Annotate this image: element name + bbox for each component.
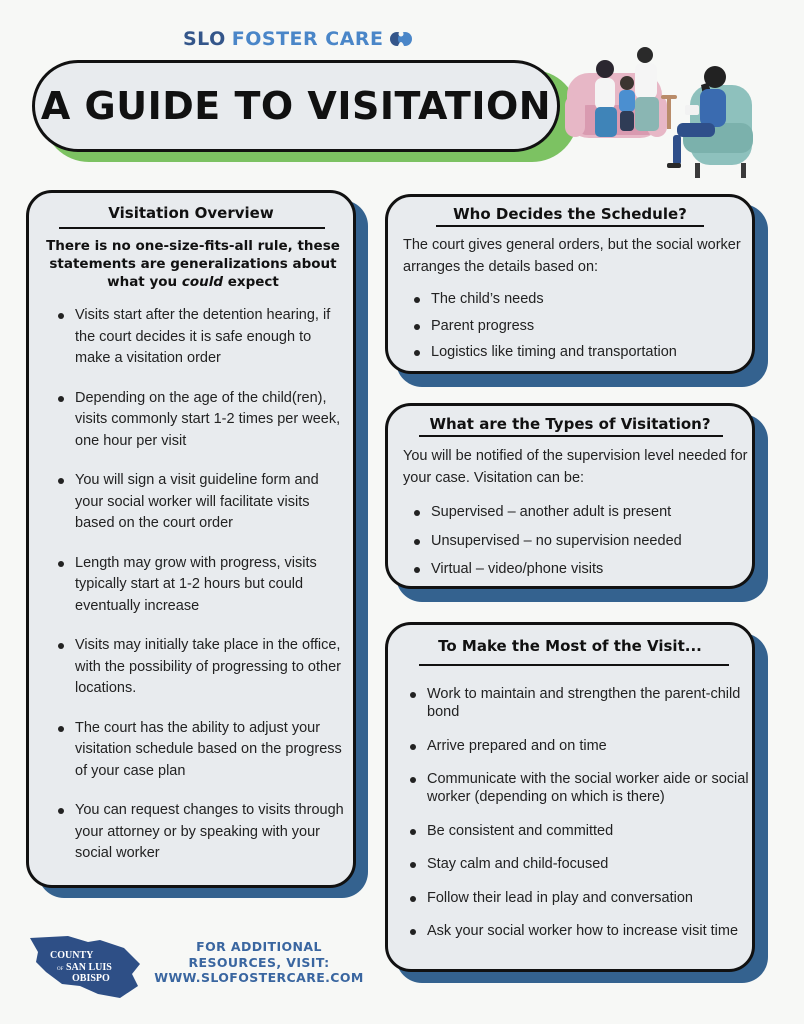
- list-item: Supervised – another adult is present: [411, 502, 741, 524]
- types-heading: What are the Types of Visitation?: [429, 415, 711, 433]
- overview-list: [55, 305, 345, 883]
- page-title: A GUIDE TO VISITATION: [40, 84, 552, 128]
- list-item: Parent progress: [411, 316, 741, 338]
- list-item: Unsupervised – no supervision needed: [411, 531, 741, 553]
- list-item: Virtual – video/phone visits: [411, 559, 741, 581]
- list-item: Logistics like timing and transportation: [411, 342, 741, 364]
- logo-san-luis: SAN LUIS: [66, 962, 112, 973]
- list-item: Follow their lead in play and conversation: [407, 889, 752, 907]
- footer-website-link[interactable]: WWW.SLOFOSTERCARE.COM: [154, 970, 364, 985]
- schedule-divider: [436, 225, 704, 227]
- list-item: The court has the ability to adjust your visitation schedule based on the progress of your case plan: [55, 718, 345, 783]
- title-banner: [32, 60, 560, 152]
- brand-header: [183, 28, 412, 50]
- footer-resources: [148, 939, 370, 986]
- logo-county: COUNTY: [50, 950, 94, 961]
- logo-obispo: OBISPO: [72, 973, 110, 984]
- schedule-list: [411, 289, 741, 369]
- overview-lead-part2: expect: [223, 274, 279, 290]
- family-visit-illustration: [565, 45, 765, 180]
- brand-foster-care: FOSTER CARE: [231, 28, 384, 50]
- county-logo: [28, 934, 143, 1000]
- list-item: Visits may initially take place in the office, with the possibility of progressing to other locations.: [55, 635, 345, 700]
- types-intro: You will be notified of the supervision level needed for your case. Visitation can be:: [403, 448, 748, 486]
- list-item: Communicate with the social worker aide or social worker (depending on which is there): [407, 770, 752, 806]
- tips-divider: [419, 664, 729, 666]
- schedule-intro: The court gives general orders, but the social worker arranges the details based on:: [403, 237, 741, 275]
- overview-lead-emphasis: could: [181, 274, 224, 290]
- list-item: Arrive prepared and on time: [407, 737, 752, 755]
- family-heart-icon: [390, 29, 412, 49]
- list-item: Visits start after the detention hearing, if the court decides it is safe enough to make a visitation order: [55, 305, 345, 370]
- list-item: The child’s needs: [411, 289, 741, 311]
- tips-list: [407, 685, 752, 956]
- logo-of: OF: [57, 967, 64, 972]
- types-divider: [419, 435, 723, 437]
- tips-heading: To Make the Most of the Visit...: [438, 637, 702, 655]
- footer-line-1: FOR ADDITIONAL: [196, 939, 322, 954]
- brand-slo: SLO: [183, 28, 226, 50]
- list-item: You can request changes to visits through your attorney or by speaking with your social worker: [55, 800, 345, 865]
- list-item: Ask your social worker how to increase visit time: [407, 922, 752, 940]
- list-item: Length may grow with progress, visits typically start at 1-2 hours but could eventually increase: [55, 553, 345, 618]
- schedule-card: [385, 194, 755, 374]
- list-item: Be consistent and committed: [407, 822, 752, 840]
- overview-divider: [59, 227, 325, 229]
- overview-lead: [43, 237, 343, 291]
- overview-card: [26, 190, 356, 888]
- schedule-heading: Who Decides the Schedule?: [453, 205, 687, 223]
- list-item: You will sign a visit guideline form and your social worker will facilitate visits based on the court order: [55, 470, 345, 535]
- overview-lead-part1: There is no one-size-fits-all rule, these statements are generalizations about what you: [46, 238, 340, 290]
- overview-heading: Visitation Overview: [108, 204, 274, 222]
- tips-card: [385, 622, 755, 972]
- list-item: Work to maintain and strengthen the parent-child bond: [407, 685, 752, 721]
- list-item: Depending on the age of the child(ren), visits commonly start 1-2 times per week, one hour per visit: [55, 388, 345, 453]
- types-card: [385, 403, 755, 589]
- types-list: [411, 502, 741, 588]
- list-item: Stay calm and child-focused: [407, 855, 752, 873]
- footer-line-2: RESOURCES, VISIT:: [188, 954, 330, 970]
